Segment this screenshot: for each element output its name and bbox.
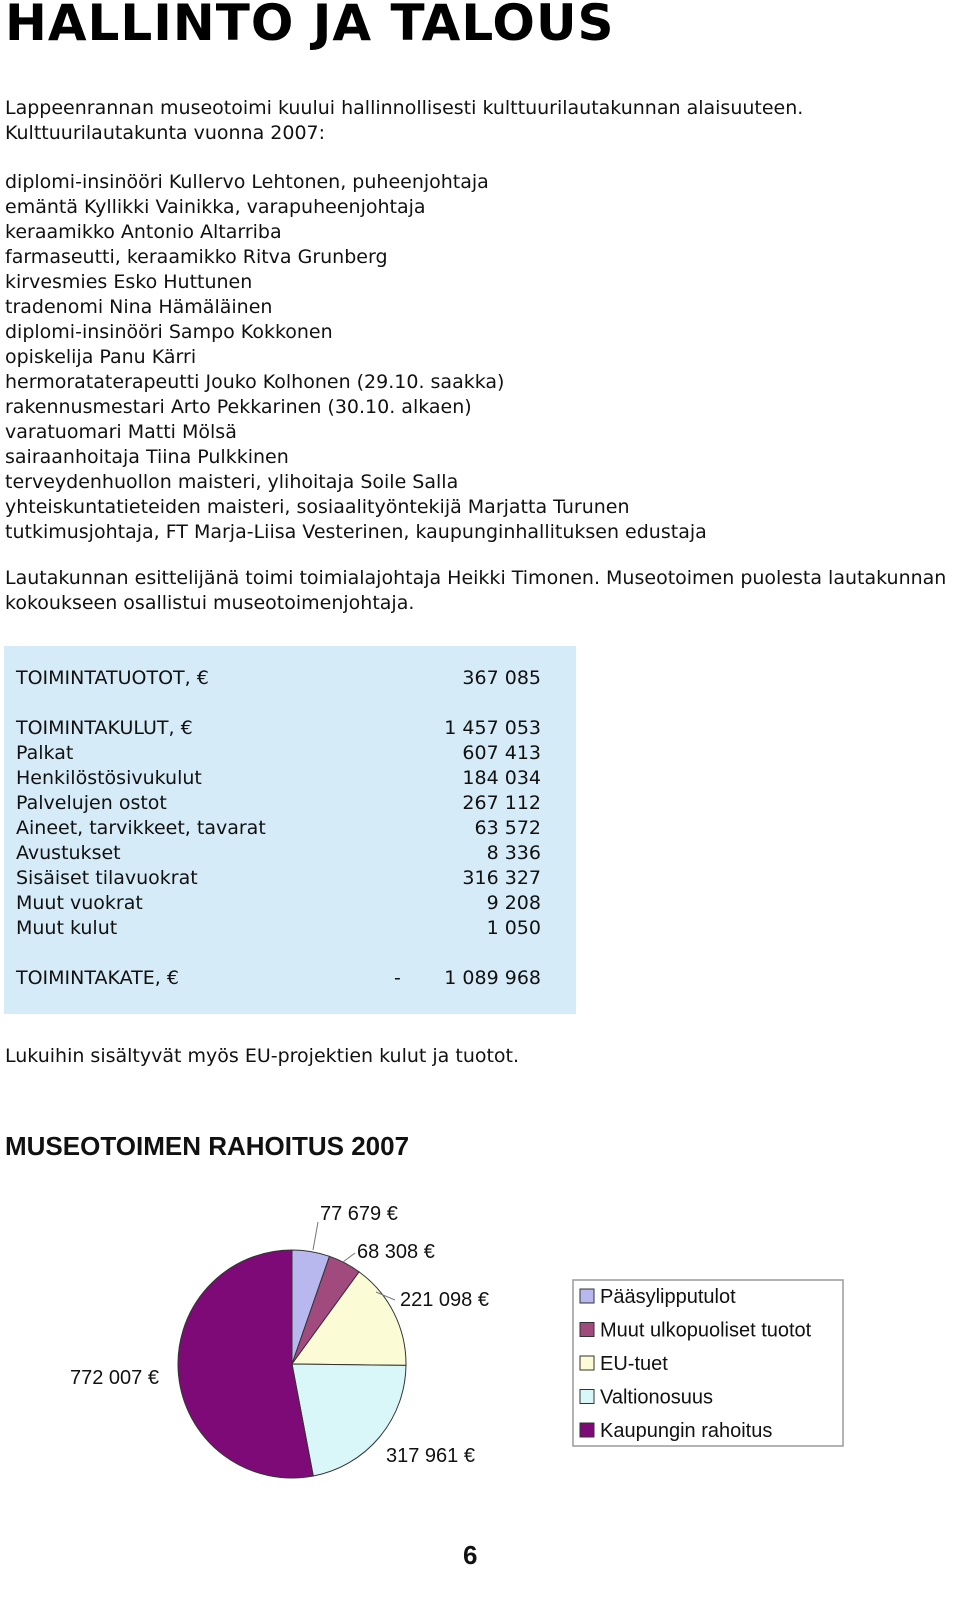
list-item: tradenomi Nina Hämäläinen xyxy=(5,296,273,318)
list-item: varatuomari Matti Mölsä xyxy=(5,421,237,443)
funding-pie-chart xyxy=(0,1180,960,1500)
footnote-text: Lukuihin sisältyvät myös EU-projektien kulut ja tuotot. xyxy=(5,1045,520,1067)
expense-item-value: 184 034 xyxy=(462,767,541,789)
expense-item-row xyxy=(16,741,541,766)
list-item: yhteiskuntatieteiden maisteri, sosiaalityöntekijä Marjatta Turunen xyxy=(5,496,630,518)
expense-item-row xyxy=(16,816,541,841)
expense-item-row xyxy=(16,766,541,791)
list-item: terveydenhuollon maisteri, ylihoitaja Soile Salla xyxy=(5,471,459,493)
income-row xyxy=(16,666,541,691)
list-item: opiskelija Panu Kärri xyxy=(5,346,197,368)
expenses-value: 1 457 053 xyxy=(444,717,541,739)
expense-item-label: Avustukset xyxy=(16,842,121,864)
leader-line xyxy=(343,1253,355,1262)
income-value: 367 085 xyxy=(462,667,541,689)
margin-row xyxy=(16,966,541,991)
expense-item-row xyxy=(16,916,541,941)
list-item: keraamikko Antonio Altarriba xyxy=(5,221,282,243)
legend-label: Valtionosuus xyxy=(600,1386,714,1409)
legend-label: Muut ulkopuoliset tuotot xyxy=(600,1319,812,1342)
legend-swatch xyxy=(580,1289,594,1303)
list-item: hermorataterapeutti Jouko Kolhonen (29.10. saakka) xyxy=(5,371,505,393)
data-label: 772 007 € xyxy=(70,1367,159,1389)
expense-item-label: Palvelujen ostot xyxy=(16,792,167,814)
expense-item-value: 607 413 xyxy=(462,742,541,764)
legend-label: EU-tuet xyxy=(600,1353,668,1375)
expense-item-row xyxy=(16,791,541,816)
page-number: 6 xyxy=(463,1540,478,1570)
expense-item-label: Sisäiset tilavuokrat xyxy=(16,867,198,889)
margin-label: TOIMINTAKATE, € xyxy=(16,967,179,989)
expense-item-label: Muut kulut xyxy=(16,917,118,939)
income-label: TOIMINTATUOTOT, € xyxy=(16,667,209,689)
data-label: 221 098 € xyxy=(400,1289,489,1311)
legend-swatch xyxy=(580,1323,594,1337)
expenses-label: TOIMINTAKULUT, € xyxy=(16,717,193,739)
list-item: emäntä Kyllikki Vainikka, varapuheenjohtaja xyxy=(5,196,426,218)
margin-value: 1 089 968 xyxy=(444,967,541,989)
expense-item-row xyxy=(16,891,541,916)
data-label: 317 961 € xyxy=(386,1445,475,1467)
list-item: farmaseutti, keraamikko Ritva Grunberg xyxy=(5,246,388,268)
expense-item-value: 63 572 xyxy=(474,817,541,839)
list-item: diplomi-insinööri Sampo Kokkonen xyxy=(5,321,333,343)
expense-item-row xyxy=(16,841,541,866)
expense-item-value: 1 050 xyxy=(486,917,541,939)
expenses-row xyxy=(16,716,541,741)
margin-sign: - xyxy=(394,967,401,989)
data-label: 68 308 € xyxy=(357,1241,435,1263)
data-label: 77 679 € xyxy=(320,1203,398,1225)
legend-swatch xyxy=(580,1390,594,1404)
list-item: tutkimusjohtaja, FT Marja-Liisa Vesterinen, kaupunginhallituksen edustaja xyxy=(5,521,707,543)
expense-item-label: Henkilöstösivukulut xyxy=(16,767,202,789)
page-heading: HALLINTO JA TALOUS xyxy=(5,0,615,52)
legend-swatch xyxy=(580,1356,594,1370)
list-item: sairaanhoitaja Tiina Pulkkinen xyxy=(5,446,289,468)
expense-item-row xyxy=(16,866,541,891)
legend-label: Kaupungin rahoitus xyxy=(600,1420,773,1442)
pie-slices xyxy=(178,1250,406,1478)
legend-label: Pääsylipputulot xyxy=(600,1286,736,1308)
expense-item-label: Muut vuokrat xyxy=(16,892,143,914)
presenter-paragraph: Lautakunnan esittelijänä toimi toimialajohtaja Heikki Timonen. Museotoimen puolesta lautakunnan kokoukseen osallistui museotoimenjohtaja. xyxy=(5,567,947,614)
committee-member-list xyxy=(5,170,955,545)
list-item: diplomi-insinööri Kullervo Lehtonen, puheenjohtaja xyxy=(5,171,489,193)
expense-item-value: 316 327 xyxy=(462,867,541,889)
legend-swatch xyxy=(580,1423,594,1437)
intro-paragraph: Lappeenrannan museotoimi kuului hallinnollisesti kulttuurilautakunnan alaisuuteen. Kulttuurilautakunta vuonna 2007: xyxy=(5,97,804,144)
list-item: rakennusmestari Arto Pekkarinen (30.10. alkaen) xyxy=(5,396,472,418)
leader-line xyxy=(313,1222,318,1250)
chart-heading: MUSEOTOIMEN RAHOITUS 2007 xyxy=(5,1131,410,1161)
expense-item-label: Aineet, tarvikkeet, tavarat xyxy=(16,817,266,839)
expense-item-value: 267 112 xyxy=(462,792,541,814)
expense-item-value: 8 336 xyxy=(486,842,541,864)
list-item: kirvesmies Esko Huttunen xyxy=(5,271,253,293)
finance-summary-box xyxy=(4,646,576,1014)
expense-item-label: Palkat xyxy=(16,742,74,764)
expense-item-value: 9 208 xyxy=(486,892,541,914)
chart-legend xyxy=(573,1280,843,1446)
